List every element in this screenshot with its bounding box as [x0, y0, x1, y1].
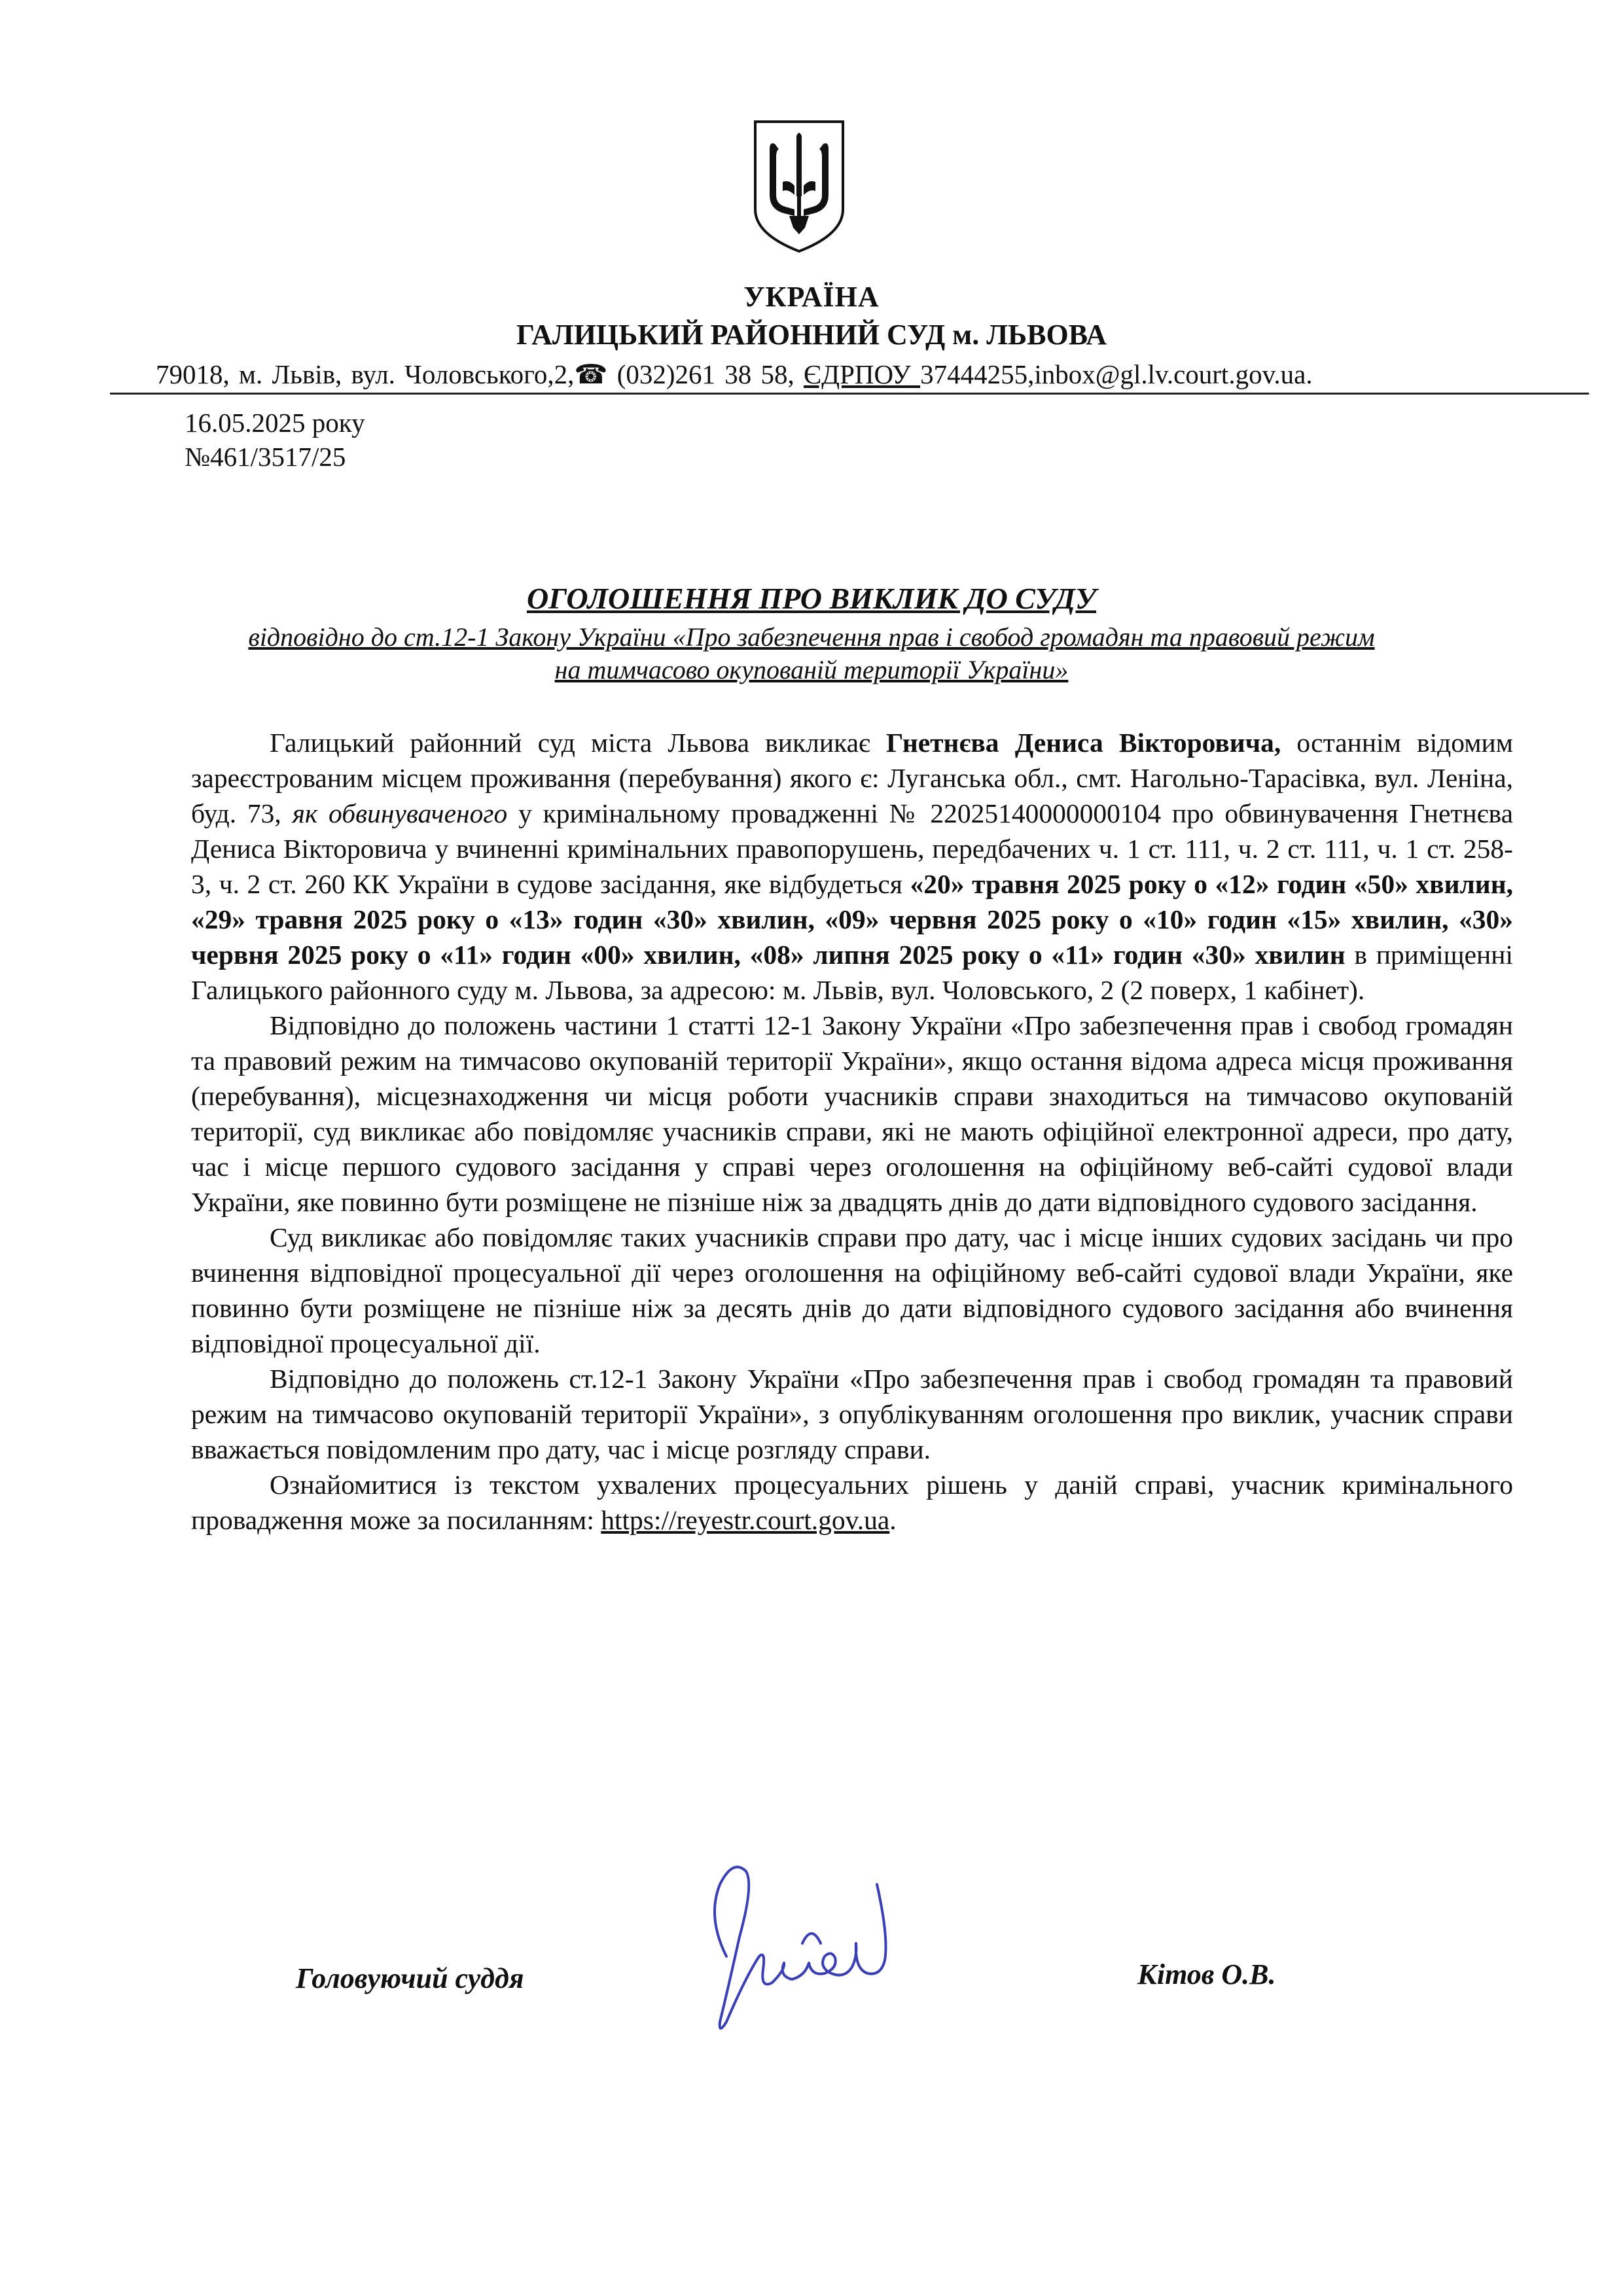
handwritten-signature-icon: [681, 1845, 916, 2041]
paragraph-registry-link: [191, 1467, 1513, 1538]
document-body: [191, 725, 1513, 1538]
p5-text: Ознайомитися із текстом ухвалених процесуальних рішень у даній справі, учасник кримінального провадження може за посиланням:: [191, 1470, 1513, 1535]
paragraph-summons: [191, 725, 1513, 1008]
p5-end: .: [889, 1505, 897, 1535]
defendant-name: Гнетнєва Дениса Вікторовича,: [886, 728, 1281, 758]
paragraph-notification: Відповідно до положень ст.12-1 Закону України «Про забезпечення прав і свобод громадян та правовий режим на тимчасово окупованій території України», з опублікуванням оголошення про виклик, учасник справи вважається повідомленим про дату, час і місце розгляду справи.: [191, 1364, 1513, 1464]
p1-case-details: у кримінальному провадженні № 22025140000000104 про обвинувачення Гнетнєва Дениса Вікторовича у вчиненні кримінальних правопорушень, передбачених ч. 1 ст. 111, ч. 2 ст. 111, ч. 1 ст. 258-3, ч. 2 ст. 260 КК України в судове засідання, яке відбудеться: [191, 798, 1513, 899]
edrpou-and-email: 37444255,inbox@gl.lv.court.gov.ua.: [920, 359, 1313, 389]
p1-intro: Галицький районний суд міста Львова викликає: [270, 728, 887, 758]
paragraph-other-hearings: Суд викликає або повідомляє таких учасників справи про дату, час і місце інших судових засідань чи про вчинення відповідної процесуальної дії через оголошення на офіційному веб-сайті судової влади України, яке повинно бути розміщене не пізніше ніж за десять днів до дати відповідного судового засідання або вчинення відповідної процесуальної дії.: [191, 1222, 1513, 1358]
defendant-role: як обвинуваченого: [292, 798, 508, 828]
edrpou-label: ЄДРПОУ: [804, 359, 921, 389]
document-subtitle-line-1: відповідно до ст.12-1 Закону України «Про забезпечення прав і свобод громадян та правовий режим: [248, 622, 1375, 652]
header-divider: [110, 393, 1589, 395]
phone-number: (032)261 38 58,: [607, 359, 804, 389]
country-heading: УКРАЇНА: [743, 281, 880, 313]
p1-address: останнім відомим зареєстрованим місцем проживання (перебування) якого є: Луганська обл., смт. Нагольно-Тарасівка, вул. Леніна, буд. 73,: [191, 728, 1513, 828]
judge-name: Кітов О.В.: [1137, 1958, 1276, 1990]
judge-title: Головуючий суддя: [296, 1962, 524, 1994]
p1-location: в приміщенні Галицького районного суду м. Львова, за адресою: м. Львів, вул. Чоловського, 2 (2 поверх, 1 кабінет).: [191, 940, 1513, 1005]
paragraph-law-provision: Відповідно до положень частини 1 статті 12-1 Закону України «Про забезпечення прав і свобод громадян та правовий режим на тимчасово окупованій території України», якщо остання відома адреса місця проживання (перебування), місцезнаходження чи місця роботи учасників справи знаходиться на тимчасово окупованій території, суд викликає або повідомляє учасників справи, які не мають офіційної електронної адреси, про дату, час і місце першого судового засідання у справі через оголошення на офіційному веб-сайті судової влади України, яке повинно бути розміщене не пізніше ніж за двадцять днів до дати відповідного судового засідання.: [191, 1010, 1513, 1217]
document-subtitle-line-2: на тимчасово окупованій території України»: [554, 655, 1069, 684]
document-title: ОГОЛОШЕННЯ ПРО ВИКЛИК ДО СУДУ: [527, 582, 1096, 615]
coat-of-arms-icon: [750, 118, 848, 255]
hearing-dates: «20» травня 2025 року о «12» годин «50» хвилин, «29» травня 2025 року о «13» годин «30» хвилин, «09» червня 2025 року о «10» годин «15» хвилин, «30» червня 2025 року о «11» годин «00» хвилин, «08» липня 2025 року о «11» годин «30» хвилин: [191, 869, 1513, 970]
registry-link[interactable]: https://reyestr.court.gov.ua: [601, 1505, 890, 1535]
phone-icon: ☎: [574, 359, 608, 389]
address-text: 79018, м. Львів, вул. Чоловського,2,: [156, 359, 575, 389]
court-heading: ГАЛИЦЬКИЙ РАЙОННИЙ СУД м. ЛЬВОВА: [516, 319, 1107, 351]
court-address-line: [156, 359, 1313, 390]
document-number: №461/3517/25: [185, 442, 346, 472]
document-date: 16.05.2025 року: [185, 408, 365, 438]
